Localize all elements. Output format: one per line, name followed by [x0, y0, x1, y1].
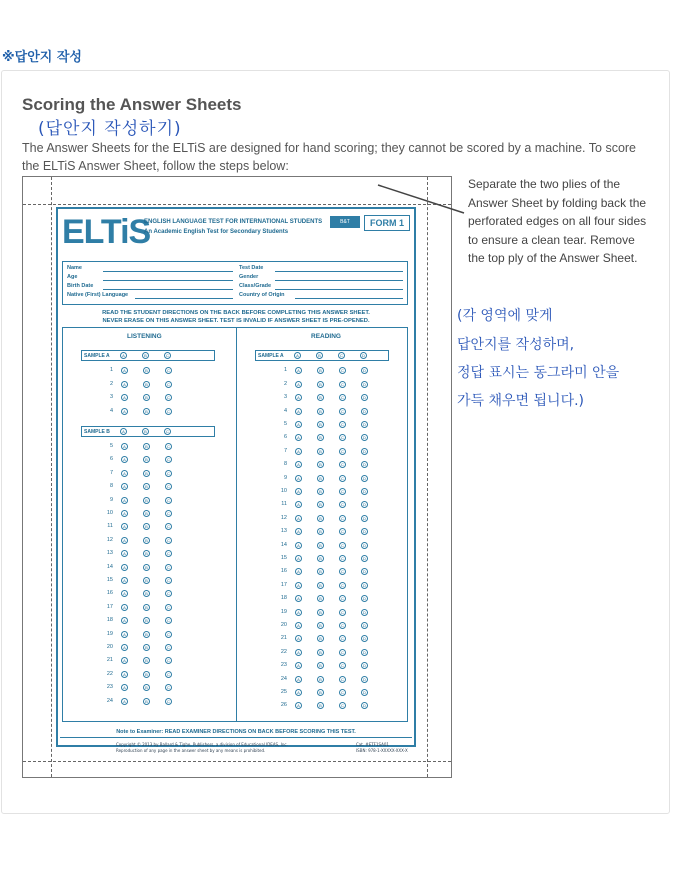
answer-bubble-c[interactable]: C: [339, 662, 346, 669]
field-test-date: Test Date: [239, 265, 264, 271]
answer-bubble-c[interactable]: C: [165, 564, 172, 571]
sample-bubble-a: A: [294, 352, 301, 359]
sample-bubble-c: C: [164, 428, 171, 435]
question-number: 10: [280, 488, 287, 494]
answer-bubble-b[interactable]: B: [317, 582, 324, 589]
question-number: 21: [280, 635, 287, 642]
question-number: 16: [106, 590, 113, 597]
answer-bubble-b[interactable]: B: [143, 590, 150, 597]
question-number: 24: [106, 697, 113, 704]
question-number: 19: [280, 608, 287, 615]
answer-bubble-a[interactable]: A: [121, 367, 128, 374]
field-age: Age: [67, 274, 78, 280]
answer-bubble-a[interactable]: A: [295, 488, 302, 495]
answer-bubble-d[interactable]: D: [361, 475, 368, 482]
answer-bubble-a[interactable]: A: [295, 555, 302, 562]
question-number: 12: [280, 514, 287, 521]
answer-bubble-b[interactable]: B: [143, 657, 150, 664]
question-number: 24: [280, 675, 287, 682]
answer-bubble-b[interactable]: B: [143, 577, 150, 584]
answer-bubble-a[interactable]: A: [121, 483, 128, 490]
question-number: 25: [280, 689, 287, 695]
answer-bubble-a[interactable]: A: [295, 595, 302, 602]
question-number: 16: [280, 568, 287, 575]
question-number: 8: [109, 483, 113, 490]
catalog-number: Cat. #ETF1SA01: [356, 742, 389, 747]
question-number: 20: [106, 643, 113, 650]
answer-bubble-a[interactable]: A: [295, 649, 302, 656]
answer-bubble-c[interactable]: C: [339, 622, 346, 629]
sample-bubble-c: C: [338, 352, 345, 359]
answer-bubble-d[interactable]: D: [361, 394, 368, 401]
answer-bubble-d[interactable]: D: [361, 421, 368, 428]
answer-bubble-c[interactable]: C: [165, 497, 172, 504]
answer-bubble-a[interactable]: A: [295, 702, 302, 709]
answer-bubble-b[interactable]: B: [317, 461, 324, 468]
answer-bubble-b[interactable]: B: [143, 604, 150, 611]
reading-heading: READING: [311, 333, 341, 340]
sheet-title-line2: An Academic English Test for Secondary Students: [144, 229, 289, 235]
answer-bubble-c[interactable]: C: [339, 394, 346, 401]
korean-note-line4: 가득 채우면 됩니다.): [457, 393, 585, 409]
answer-bubble-c[interactable]: C: [339, 609, 346, 616]
answer-bubble-a[interactable]: A: [121, 644, 128, 651]
question-number: 23: [106, 684, 113, 691]
answer-bubble-c[interactable]: C: [339, 488, 346, 495]
question-number: 7: [109, 469, 113, 476]
answer-bubble-a[interactable]: A: [121, 537, 128, 544]
answer-bubble-b[interactable]: B: [143, 523, 150, 530]
answer-bubble-d[interactable]: D: [361, 488, 368, 495]
answer-bubble-a[interactable]: A: [295, 528, 302, 535]
answer-bubble-d[interactable]: D: [361, 515, 368, 522]
answer-bubble-b[interactable]: B: [143, 408, 150, 415]
question-number: 21: [106, 657, 113, 664]
sample-bubble-a: A: [120, 428, 127, 435]
answer-bubble-c[interactable]: C: [165, 381, 172, 388]
answer-bubble-a[interactable]: A: [121, 657, 128, 664]
answer-bubble-b[interactable]: B: [143, 564, 150, 571]
answer-bubble-b[interactable]: B: [143, 470, 150, 477]
question-number: 9: [283, 474, 287, 481]
answer-bubble-c[interactable]: C: [339, 528, 346, 535]
question-number: 2: [109, 380, 113, 387]
sample-bubble-c: C: [164, 352, 171, 359]
answer-bubble-c[interactable]: C: [165, 684, 172, 691]
answer-bubble-d[interactable]: D: [361, 448, 368, 455]
answer-bubble-d[interactable]: D: [361, 555, 368, 562]
answer-bubble-a[interactable]: A: [121, 604, 128, 611]
answer-bubble-c[interactable]: C: [165, 644, 172, 651]
answer-bubble-b[interactable]: B: [317, 421, 324, 428]
answer-bubble-a[interactable]: A: [121, 590, 128, 597]
answer-bubble-d[interactable]: D: [361, 609, 368, 616]
question-number: 5: [283, 421, 287, 427]
answer-bubble-a[interactable]: A: [295, 609, 302, 616]
question-number: 2: [283, 380, 287, 387]
answer-bubble-c[interactable]: C: [339, 595, 346, 602]
answer-bubble-c[interactable]: C: [339, 568, 346, 575]
sample-box: [255, 350, 389, 361]
answer-bubble-b[interactable]: B: [143, 497, 150, 504]
question-number: 17: [106, 603, 113, 610]
answer-bubble-a[interactable]: A: [121, 510, 128, 517]
answer-bubble-a[interactable]: A: [295, 434, 302, 441]
answer-bubble-c[interactable]: C: [165, 367, 172, 374]
student-directions-1: READ THE STUDENT DIRECTIONS ON THE BACK BEFORE COMPLETING THIS ANSWER SHEET.: [102, 310, 370, 316]
answer-bubble-c[interactable]: C: [339, 676, 346, 683]
answer-bubble-b[interactable]: B: [143, 537, 150, 544]
answer-bubble-d[interactable]: D: [361, 381, 368, 388]
answer-bubble-b[interactable]: B: [317, 609, 324, 616]
answer-bubble-d[interactable]: D: [361, 622, 368, 629]
field-name: Name: [67, 265, 82, 271]
answer-bubble-c[interactable]: C: [339, 434, 346, 441]
answer-bubble-c[interactable]: C: [165, 483, 172, 490]
answer-bubble-b[interactable]: B: [143, 381, 150, 388]
answer-bubble-c[interactable]: C: [165, 590, 172, 597]
answer-bubble-a[interactable]: A: [295, 622, 302, 629]
question-number: 14: [280, 541, 287, 548]
answer-bubble-a[interactable]: A: [121, 698, 128, 705]
answer-bubble-b[interactable]: B: [143, 684, 150, 691]
answer-bubble-b[interactable]: B: [317, 448, 324, 455]
answer-bubble-b[interactable]: B: [143, 671, 150, 678]
answer-bubble-a[interactable]: A: [121, 443, 128, 450]
question-number: 14: [106, 563, 113, 570]
answer-bubble-a[interactable]: A: [121, 456, 128, 463]
answer-bubble-a[interactable]: A: [295, 461, 302, 468]
examiner-note: Note to Examiner: READ EXAMINER DIRECTIONS ON BACK BEFORE SCORING THIS TEST.: [116, 729, 356, 735]
answer-bubble-a[interactable]: A: [121, 684, 128, 691]
question-number: 18: [106, 617, 113, 624]
answer-bubble-d[interactable]: D: [361, 542, 368, 549]
answer-bubble-d[interactable]: D: [361, 528, 368, 535]
answer-bubble-c[interactable]: C: [339, 515, 346, 522]
question-number: 15: [106, 576, 113, 583]
answer-bubble-b[interactable]: B: [317, 488, 324, 495]
answer-bubble-d[interactable]: D: [361, 702, 368, 709]
reproduction-text: Reproduction of any page in the answer sheet by any means is prohibited.: [116, 748, 266, 753]
answer-bubble-c[interactable]: C: [339, 501, 346, 508]
answer-bubble-a[interactable]: A: [121, 394, 128, 401]
answer-bubble-a[interactable]: A: [295, 475, 302, 482]
answer-bubble-d[interactable]: D: [361, 367, 368, 374]
korean-note-line2: 답안지를 작성하며,: [457, 337, 575, 353]
answer-bubble-c[interactable]: C: [339, 555, 346, 562]
question-number: 4: [283, 407, 287, 414]
page-heading: Scoring the Answer Sheets: [22, 95, 242, 114]
answer-bubble-d[interactable]: D: [361, 676, 368, 683]
answer-bubble-b[interactable]: B: [143, 367, 150, 374]
question-number: 17: [280, 581, 287, 588]
answer-bubble-b[interactable]: B: [317, 702, 324, 709]
answer-bubble-d[interactable]: D: [361, 595, 368, 602]
answer-bubble-b[interactable]: B: [317, 555, 324, 562]
answer-bubble-a[interactable]: A: [295, 448, 302, 455]
sample-bubble-b: B: [316, 352, 323, 359]
sample-bubble-b: B: [142, 352, 149, 359]
question-number: 3: [283, 394, 287, 401]
answer-bubble-b[interactable]: B: [317, 394, 324, 401]
answer-bubble-a[interactable]: A: [121, 408, 128, 415]
answer-bubble-a[interactable]: A: [295, 515, 302, 522]
answer-bubble-b[interactable]: B: [317, 528, 324, 535]
answer-bubble-a[interactable]: A: [295, 501, 302, 508]
field-class-grade: Class/Grade: [239, 283, 272, 289]
answer-bubble-d[interactable]: D: [361, 501, 368, 508]
answer-bubble-d[interactable]: D: [361, 434, 368, 441]
question-number: 11: [281, 501, 287, 508]
question-number: 1: [283, 367, 287, 374]
field-birth-date: Birth Date: [67, 283, 94, 289]
answer-bubble-c[interactable]: C: [165, 604, 172, 611]
answer-bubble-c[interactable]: C: [165, 577, 172, 584]
answer-bubble-b[interactable]: B: [143, 443, 150, 450]
answer-bubble-a[interactable]: A: [295, 408, 302, 415]
question-number: 3: [109, 394, 113, 401]
answer-bubble-c[interactable]: C: [339, 635, 346, 642]
listening-heading: LISTENING: [127, 333, 162, 340]
answer-bubble-b[interactable]: B: [317, 689, 324, 696]
answer-bubble-d[interactable]: D: [361, 582, 368, 589]
answer-bubble-a[interactable]: A: [121, 564, 128, 571]
answer-bubble-a[interactable]: A: [295, 662, 302, 669]
answer-bubble-c[interactable]: C: [165, 537, 172, 544]
answer-bubble-b[interactable]: B: [317, 662, 324, 669]
question-number: 13: [280, 528, 287, 535]
answer-bubble-c[interactable]: C: [165, 657, 172, 664]
answer-bubble-a[interactable]: A: [295, 635, 302, 642]
answer-bubble-c[interactable]: C: [339, 461, 346, 468]
answer-bubble-c[interactable]: C: [165, 456, 172, 463]
callout-text: Separate the two plies of the Answer Sheet by folding back the perforated edges on all four sides to ensure a clean tear. Remove the top ply of the Answer Sheet.: [468, 177, 647, 265]
answer-bubble-c[interactable]: C: [165, 698, 172, 705]
answer-bubble-c[interactable]: C: [165, 394, 172, 401]
student-directions-2: NEVER ERASE ON THIS ANSWER SHEET. TEST IS INVALID IF ANSWER SHEET IS PRE-OPENED.: [102, 318, 370, 324]
answer-bubble-c[interactable]: C: [339, 367, 346, 374]
answer-bubble-a[interactable]: A: [121, 617, 128, 624]
field-native-language: Native (First) Language: [67, 292, 129, 298]
field-country: Country of Origin: [239, 292, 285, 298]
answer-bubble-b[interactable]: B: [317, 367, 324, 374]
answer-bubble-a[interactable]: A: [121, 523, 128, 530]
answer-bubble-b[interactable]: B: [317, 434, 324, 441]
answer-bubble-b[interactable]: B: [143, 698, 150, 705]
answer-bubble-c[interactable]: C: [165, 523, 172, 530]
page-heading-korean: (답안지 작성하기): [38, 119, 182, 139]
question-number: 22: [106, 670, 113, 677]
question-number: 6: [109, 456, 113, 463]
question-number: 9: [109, 496, 113, 503]
korean-note-line1: (각 영역에 맞게: [457, 308, 553, 324]
answer-bubble-c[interactable]: C: [339, 582, 346, 589]
answer-bubble-b[interactable]: B: [143, 617, 150, 624]
intro-paragraph: The Answer Sheets for the ELTiS are designed for hand scoring; they cannot be scored by a machine. To score the ELTiS Answer Sheet, follow the steps below:: [22, 141, 637, 173]
answer-bubble-c[interactable]: C: [339, 421, 346, 428]
answer-bubble-b[interactable]: B: [143, 394, 150, 401]
answer-bubble-c[interactable]: C: [165, 470, 172, 477]
question-number: 22: [280, 648, 287, 655]
answer-bubble-c[interactable]: C: [165, 510, 172, 517]
answer-bubble-b[interactable]: B: [143, 510, 150, 517]
answer-bubble-c[interactable]: C: [339, 689, 346, 696]
answer-bubble-a[interactable]: A: [121, 470, 128, 477]
answer-bubble-b[interactable]: B: [317, 635, 324, 642]
answer-bubble-d[interactable]: D: [361, 461, 368, 468]
answer-grid: [62, 327, 408, 722]
question-number: 18: [280, 595, 287, 602]
sample-box: [81, 426, 215, 437]
answer-bubble-a[interactable]: A: [295, 394, 302, 401]
answer-bubble-b[interactable]: B: [317, 475, 324, 482]
answer-bubble-b[interactable]: B: [317, 622, 324, 629]
answer-bubble-d[interactable]: D: [361, 649, 368, 656]
answer-bubble-a[interactable]: A: [295, 568, 302, 575]
answer-bubble-c[interactable]: C: [165, 408, 172, 415]
sample-label: SAMPLE B: [84, 429, 110, 435]
answer-bubble-a[interactable]: A: [121, 671, 128, 678]
answer-bubble-c[interactable]: C: [165, 550, 172, 557]
answer-bubble-d[interactable]: D: [361, 662, 368, 669]
question-number: 12: [106, 536, 113, 543]
answer-bubble-b[interactable]: B: [143, 631, 150, 638]
sample-label: SAMPLE A: [84, 353, 110, 359]
perforation-line-top: [23, 204, 451, 205]
answer-bubble-a[interactable]: A: [295, 367, 302, 374]
answer-bubble-b[interactable]: B: [143, 456, 150, 463]
sample-bubble-a: A: [120, 352, 127, 359]
question-number: 13: [106, 550, 113, 557]
answer-sheet: [56, 207, 416, 747]
answer-bubble-a[interactable]: A: [121, 381, 128, 388]
answer-bubble-a[interactable]: A: [295, 689, 302, 696]
question-number: 26: [280, 702, 287, 709]
question-number: 20: [280, 622, 287, 628]
answer-bubble-c[interactable]: C: [339, 381, 346, 388]
answer-bubble-b[interactable]: B: [317, 568, 324, 575]
answer-bubble-d[interactable]: D: [361, 568, 368, 575]
question-number: 19: [106, 630, 113, 637]
answer-bubble-a[interactable]: A: [295, 582, 302, 589]
question-number: 6: [283, 434, 287, 441]
perforation-line-right: [427, 177, 428, 777]
answer-bubble-b[interactable]: B: [317, 649, 324, 656]
answer-bubble-d[interactable]: D: [361, 689, 368, 696]
korean-note-line3: 정답 표시는 동그라미 안을: [457, 365, 620, 381]
copyright-text: Copyright © 2013 by Ballard & Tighe, Publishers, a division of Educational IDEAS, Inc.: [116, 742, 288, 747]
question-number: 8: [283, 461, 287, 468]
answer-bubble-c[interactable]: C: [165, 671, 172, 678]
answer-bubble-c[interactable]: C: [339, 702, 346, 709]
answer-bubble-c[interactable]: C: [339, 408, 346, 415]
sample-bubble-b: B: [142, 428, 149, 435]
section-title: ※답안지 작성: [2, 50, 82, 65]
answer-bubble-a[interactable]: A: [295, 542, 302, 549]
form-label: FORM 1: [364, 215, 410, 231]
question-number: 4: [109, 407, 113, 414]
student-info-box: [62, 261, 408, 305]
answer-bubble-c[interactable]: C: [339, 649, 346, 656]
answer-bubble-b[interactable]: B: [143, 550, 150, 557]
answer-bubble-c[interactable]: C: [165, 631, 172, 638]
answer-bubble-a[interactable]: A: [295, 421, 302, 428]
question-number: 10: [106, 509, 113, 516]
answer-bubble-a[interactable]: A: [121, 497, 128, 504]
answer-bubble-c[interactable]: C: [339, 475, 346, 482]
answer-bubble-b[interactable]: B: [317, 676, 324, 683]
sheet-title-line1: ENGLISH LANGUAGE TEST FOR INTERNATIONAL STUDENTS: [144, 219, 323, 225]
question-number: 15: [280, 555, 287, 561]
question-number: 5: [109, 442, 113, 449]
answer-bubble-b[interactable]: B: [317, 381, 324, 388]
eltis-logo: ELTiS: [62, 213, 151, 251]
answer-bubble-c[interactable]: C: [165, 443, 172, 450]
answer-bubble-b[interactable]: B: [317, 542, 324, 549]
question-number: 11: [107, 523, 113, 530]
perforation-line-left: [51, 177, 52, 777]
answer-bubble-a[interactable]: A: [121, 631, 128, 638]
answer-bubble-a[interactable]: A: [121, 550, 128, 557]
answer-bubble-b[interactable]: B: [143, 483, 150, 490]
answer-bubble-b[interactable]: B: [317, 408, 324, 415]
answer-bubble-c[interactable]: C: [165, 617, 172, 624]
sample-box: [81, 350, 215, 361]
sample-label: SAMPLE A: [258, 353, 284, 359]
answer-bubble-b[interactable]: B: [317, 515, 324, 522]
question-number: 23: [280, 662, 287, 669]
question-number: 7: [283, 447, 287, 454]
answer-bubble-d[interactable]: D: [361, 408, 368, 415]
answer-bubble-d[interactable]: D: [361, 635, 368, 642]
answer-sheet-figure: [22, 176, 452, 778]
answer-bubble-a[interactable]: A: [295, 676, 302, 683]
answer-bubble-b[interactable]: B: [317, 595, 324, 602]
isbn-number: ISBN: 978-1-XXXXX-XXX-X: [356, 748, 408, 753]
publisher-logo: B&T: [330, 216, 360, 228]
answer-bubble-a[interactable]: A: [121, 577, 128, 584]
sample-bubble-d: D: [360, 352, 367, 359]
answer-bubble-c[interactable]: C: [339, 448, 346, 455]
answer-bubble-b[interactable]: B: [317, 501, 324, 508]
answer-bubble-c[interactable]: C: [339, 542, 346, 549]
question-number: 1: [109, 367, 113, 374]
sheet-footer: [56, 737, 416, 767]
answer-bubble-a[interactable]: A: [295, 381, 302, 388]
field-gender: Gender: [239, 274, 259, 280]
answer-bubble-b[interactable]: B: [143, 644, 150, 651]
